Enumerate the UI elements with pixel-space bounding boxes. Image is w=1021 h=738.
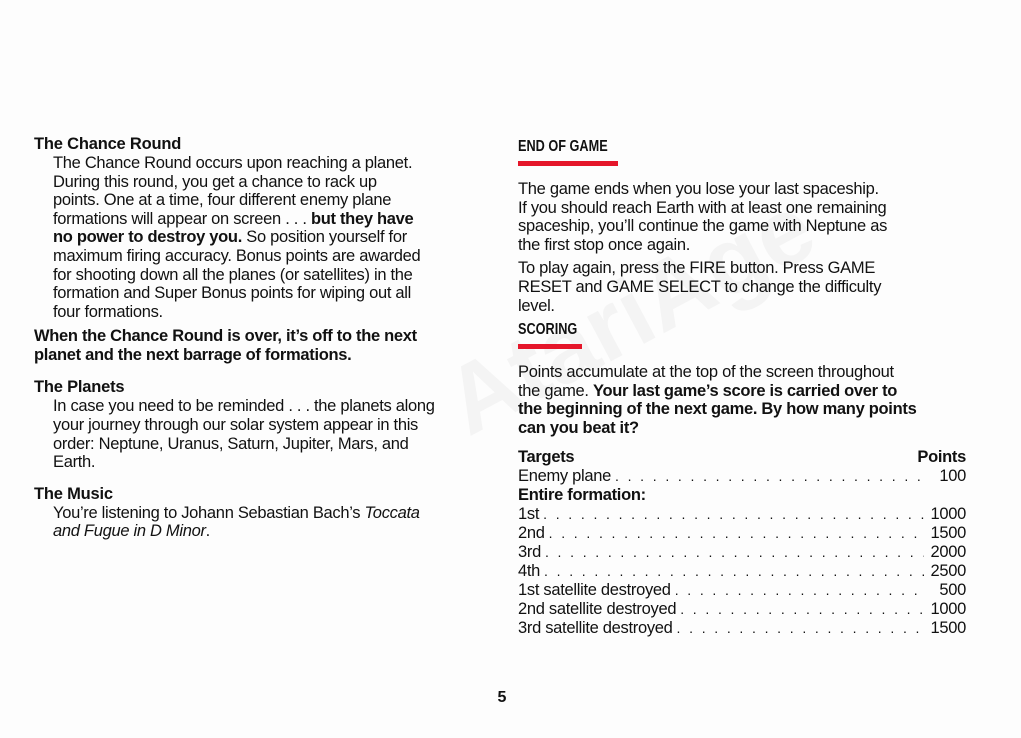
body-bold-text: Your last game’s score is carried over to bbox=[592, 381, 898, 400]
body-line: order: Neptune, Uranus, Saturn, Jupiter, Mars, and bbox=[53, 434, 409, 453]
leader-dots bbox=[543, 505, 924, 524]
body-bold-text: can you beat it? bbox=[518, 418, 639, 437]
body-line: To play again, press the FIRE button. Press GAME bbox=[518, 259, 876, 278]
formation-score-rows bbox=[518, 505, 968, 638]
body-line: four formations. bbox=[53, 302, 163, 321]
targets-header: Targets bbox=[518, 447, 575, 466]
music-body bbox=[34, 504, 484, 541]
score-row bbox=[518, 505, 966, 524]
end-of-game-para-2 bbox=[518, 259, 968, 315]
body-bold-text: the beginning of the next game. By how many points bbox=[518, 400, 917, 419]
score-row-value: 100 bbox=[939, 466, 966, 485]
chance-round-body bbox=[34, 154, 484, 321]
body-line: formation and Super Bonus points for wiping out all bbox=[53, 284, 412, 303]
score-row bbox=[518, 581, 966, 600]
music-title-text: and Fugue in D Minor bbox=[53, 522, 206, 541]
planets-body bbox=[34, 397, 484, 471]
body-line: You’re listening to Johann Sebastian Bach’s bbox=[53, 503, 365, 522]
score-row bbox=[518, 543, 966, 562]
music-heading: The Music bbox=[34, 484, 113, 503]
planets-heading: The Planets bbox=[34, 378, 125, 397]
body-line: the game. bbox=[518, 381, 593, 400]
end-of-game-title: END OF GAME bbox=[518, 138, 608, 155]
end-of-game-para-1 bbox=[518, 180, 968, 254]
score-row-value: 1500 bbox=[930, 618, 966, 637]
scoring-section bbox=[518, 321, 968, 637]
body-bold-text: no power to destroy you. bbox=[53, 228, 242, 247]
leader-dots bbox=[544, 562, 924, 581]
body-line: maximum firing accuracy. Bonus points are awarded bbox=[53, 246, 421, 265]
score-row-value: 2500 bbox=[930, 561, 966, 580]
scoring-title: SCORING bbox=[518, 321, 578, 339]
score-row-label: 4th bbox=[518, 561, 541, 580]
chance-round-over-note bbox=[34, 327, 484, 365]
leader-dots bbox=[677, 619, 924, 638]
score-row-value: 500 bbox=[939, 580, 966, 599]
music-title-text: Toccata bbox=[364, 503, 420, 522]
score-row-label: 2nd satellite destroyed bbox=[518, 599, 677, 618]
score-row bbox=[518, 619, 966, 638]
body-line: points. One at a time, four different enemy plane bbox=[53, 191, 392, 210]
score-row-label: 1st satellite destroyed bbox=[518, 580, 671, 599]
chance-round-heading: The Chance Round bbox=[34, 135, 182, 153]
leader-dots bbox=[615, 467, 924, 486]
body-line: formations will appear on screen . . . bbox=[53, 209, 311, 228]
body-line: the first stop once again. bbox=[518, 235, 690, 254]
note-line: planet and the next barrage of formations. bbox=[34, 346, 352, 365]
leader-dots bbox=[545, 543, 924, 562]
score-row-label: 1st bbox=[518, 504, 540, 523]
score-row-label: 3rd bbox=[518, 542, 541, 561]
score-table-header bbox=[518, 448, 966, 467]
page-number: 5 bbox=[497, 689, 507, 706]
body-line: level. bbox=[518, 296, 555, 315]
body-line: The Chance Round occurs upon reaching a planet. bbox=[53, 154, 413, 172]
left-column bbox=[34, 135, 484, 541]
scoring-intro bbox=[518, 363, 968, 437]
right-column bbox=[518, 138, 968, 638]
score-row-label: 3rd satellite destroyed bbox=[518, 618, 673, 637]
score-row-label: Enemy plane bbox=[518, 466, 612, 485]
body-line: spaceship, you’ll continue the game with Neptune as bbox=[518, 217, 888, 236]
leader-dots bbox=[549, 524, 924, 543]
body-line: your journey through our solar system appear in this bbox=[53, 415, 419, 434]
title-underline-bar bbox=[518, 161, 618, 166]
body-line: If you should reach Earth with at least one remaining bbox=[518, 198, 887, 217]
entire-formation-label: Entire formation: bbox=[518, 485, 646, 504]
body-line: Points accumulate at the top of the screen throughout bbox=[518, 363, 894, 382]
score-row-value: 1000 bbox=[930, 504, 966, 523]
body-line: Earth. bbox=[53, 453, 96, 472]
title-underline-bar bbox=[518, 344, 582, 349]
body-line: for shooting down all the planes (or satellites) in the bbox=[53, 265, 413, 284]
body-line: During this round, you get a chance to rack up bbox=[53, 172, 377, 191]
body-line: RESET and GAME SELECT to change the difficulty bbox=[518, 277, 882, 296]
leader-dots bbox=[680, 600, 924, 619]
body-line: So position yourself for bbox=[241, 228, 407, 247]
score-row-enemy-plane bbox=[518, 467, 966, 486]
score-row bbox=[518, 524, 966, 543]
body-line: . bbox=[205, 522, 210, 541]
note-line: When the Chance Round is over, it’s off to the next bbox=[34, 327, 417, 346]
score-row-value: 1500 bbox=[930, 523, 966, 542]
score-row-value: 1000 bbox=[930, 599, 966, 618]
points-header: Points bbox=[917, 447, 966, 466]
end-of-game-section bbox=[518, 138, 968, 315]
body-line: The game ends when you lose your last spaceship. bbox=[518, 180, 879, 198]
score-row-value: 2000 bbox=[930, 542, 966, 561]
body-bold-text: but they have bbox=[310, 209, 414, 228]
score-row-label: 2nd bbox=[518, 523, 545, 542]
score-table bbox=[518, 448, 968, 638]
score-row bbox=[518, 600, 966, 619]
leader-dots bbox=[675, 581, 924, 600]
body-line: In case you need to be reminded . . . the planets along bbox=[53, 397, 435, 416]
score-row bbox=[518, 562, 966, 581]
